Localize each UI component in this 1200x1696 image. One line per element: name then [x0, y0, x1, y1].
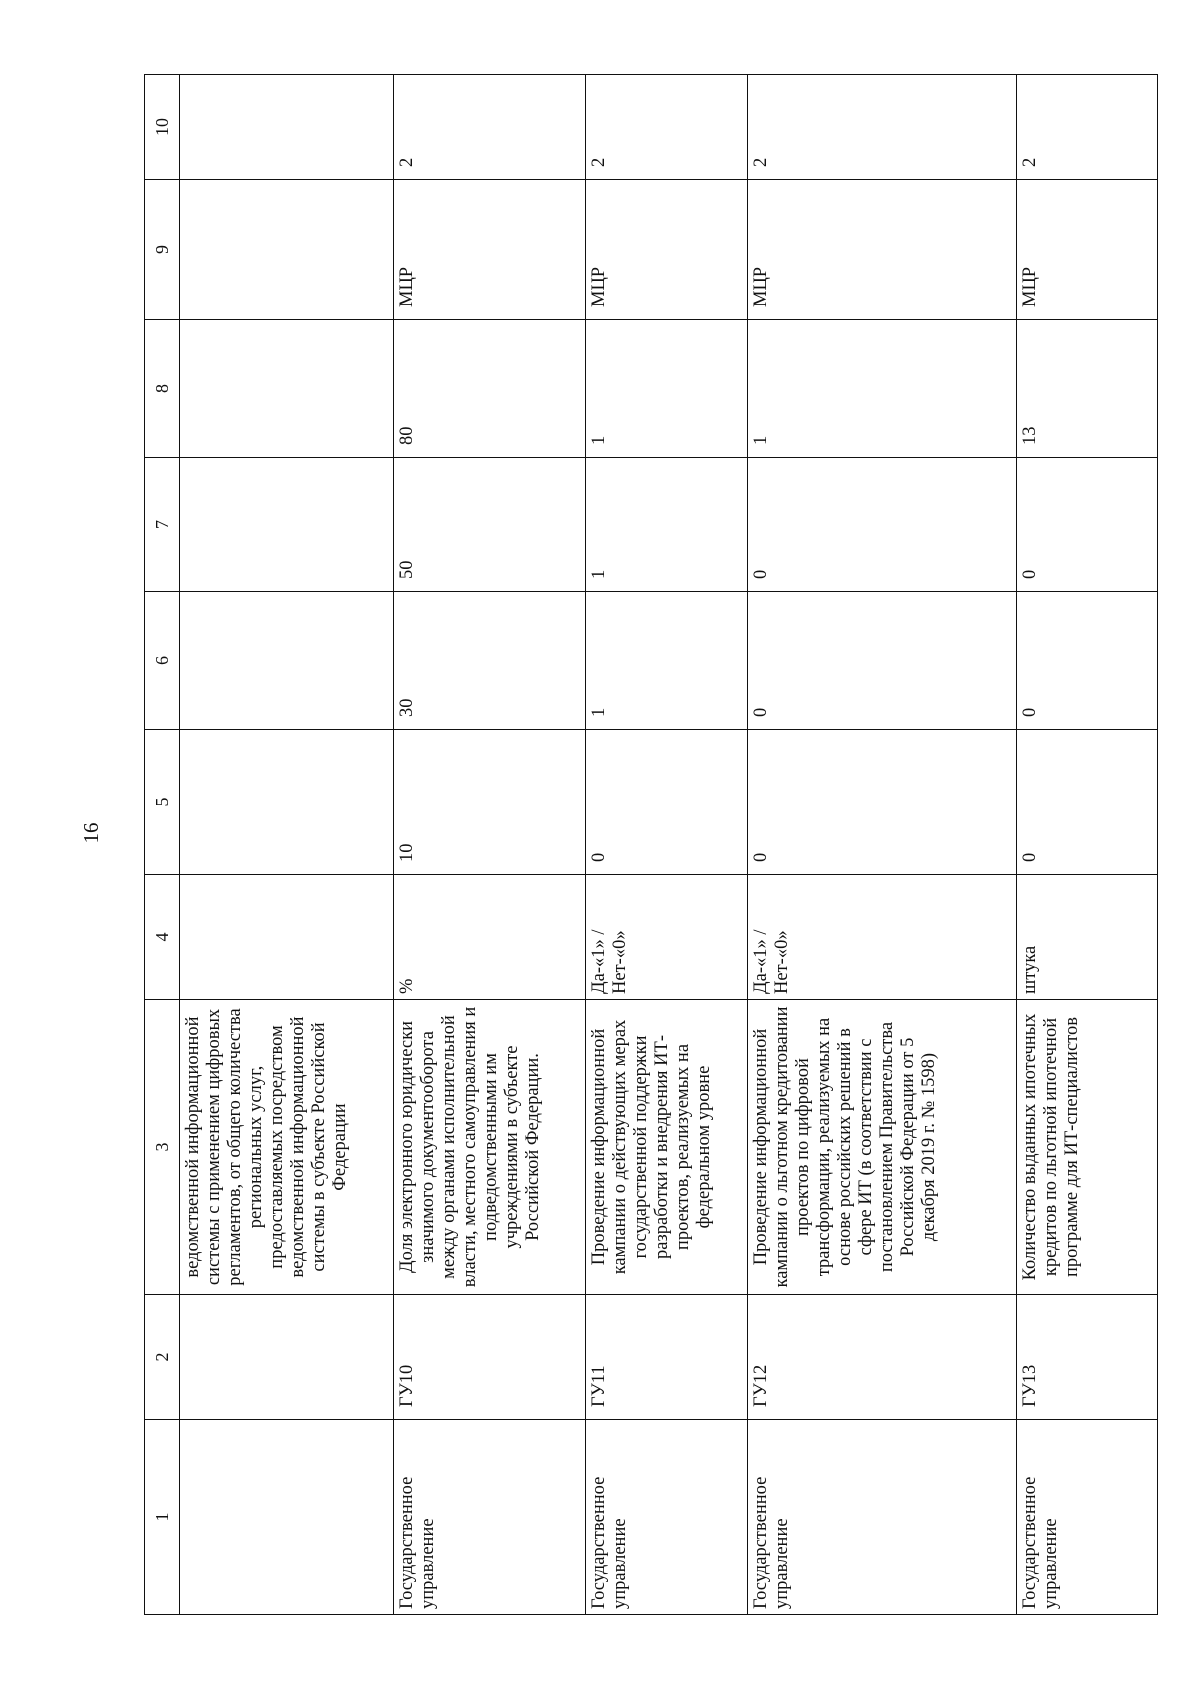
- table-row: [586, 75, 748, 1615]
- value-cell: 13: [1017, 320, 1158, 458]
- value-cell: 0: [586, 730, 748, 875]
- value-cell: 0: [1017, 458, 1158, 592]
- indicator-name-cell: Доля электронного юридически значимого документооборота между органами исполнительной власти, местного самоуправления и подведомственными им учреждениями в субъекте Российской Федерации.: [394, 1000, 586, 1295]
- value-cell: 0: [1017, 592, 1158, 730]
- value-cell: 1: [586, 592, 748, 730]
- sector-cell: Государственное управление: [1017, 1420, 1158, 1615]
- value-cell: [180, 320, 394, 458]
- sector-cell: Государственное управление: [748, 1420, 1017, 1615]
- unit-cell: [180, 875, 394, 1000]
- value-cell: 1: [748, 320, 1017, 458]
- value-cell: 0: [748, 592, 1017, 730]
- value-cell: [180, 75, 394, 180]
- unit-cell: Да-«1» / Нет-«0»: [586, 875, 748, 1000]
- column-header: 2: [145, 1295, 180, 1420]
- source-cell: МЦР: [394, 180, 586, 320]
- value-cell: 2: [394, 75, 586, 180]
- value-cell: 2: [748, 75, 1017, 180]
- value-cell: 1: [586, 458, 748, 592]
- value-cell: 0: [1017, 730, 1158, 875]
- value-cell: 50: [394, 458, 586, 592]
- column-header: 10: [145, 75, 180, 180]
- value-cell: 10: [394, 730, 586, 875]
- code-cell: ГУ10: [394, 1295, 586, 1420]
- source-cell: МЦР: [748, 180, 1017, 320]
- column-header: 3: [145, 1000, 180, 1295]
- value-cell: 30: [394, 592, 586, 730]
- indicator-name-cell: Проведение информационной кампании о действующих мерах государственной поддержки разработки и внедрения ИТ-проектов, реализуемых на федеральном уровне: [586, 1000, 748, 1295]
- table-row: [748, 75, 1017, 1615]
- column-header: 5: [145, 730, 180, 875]
- column-number-row: [145, 75, 180, 1615]
- column-header: 1: [145, 1420, 180, 1615]
- column-header: 7: [145, 458, 180, 592]
- source-cell: МЦР: [586, 180, 748, 320]
- unit-cell: Да-«1» / Нет-«0»: [748, 875, 1017, 1000]
- value-cell: 0: [748, 458, 1017, 592]
- value-cell: 1: [586, 320, 748, 458]
- indicator-table-container: [144, 75, 1144, 1615]
- unit-cell: %: [394, 875, 586, 1000]
- table-row: [180, 75, 394, 1615]
- source-cell: [180, 180, 394, 320]
- sector-cell: Государственное управление: [394, 1420, 586, 1615]
- value-cell: [180, 592, 394, 730]
- indicator-name-cell: Количество выданных ипотечных кредитов по льготной ипотечной программе для ИТ-специалистов: [1017, 1000, 1158, 1295]
- code-cell: ГУ12: [748, 1295, 1017, 1420]
- code-cell: ГУ13: [1017, 1295, 1158, 1420]
- column-header: 6: [145, 592, 180, 730]
- page-number: 16: [79, 822, 103, 844]
- value-cell: 2: [586, 75, 748, 180]
- column-header: 8: [145, 320, 180, 458]
- column-header: 4: [145, 875, 180, 1000]
- code-cell: [180, 1295, 394, 1420]
- indicator-name-cell: ведомственной информационной системы с применением цифровых регламентов, от общего количества региональных услуг, предоставляемых посредством ведомственной информационной системы в субъекте Российской Федерации: [180, 1000, 394, 1295]
- table-row: [394, 75, 586, 1615]
- rotated-table-frame: [144, 75, 1144, 1615]
- column-header: 9: [145, 180, 180, 320]
- value-cell: 80: [394, 320, 586, 458]
- sector-cell: Государственное управление: [586, 1420, 748, 1615]
- indicator-table: [144, 74, 1158, 1615]
- value-cell: 0: [748, 730, 1017, 875]
- value-cell: 2: [1017, 75, 1158, 180]
- code-cell: ГУ11: [586, 1295, 748, 1420]
- value-cell: [180, 458, 394, 592]
- source-cell: МЦР: [1017, 180, 1158, 320]
- value-cell: [180, 730, 394, 875]
- sector-cell: [180, 1420, 394, 1615]
- table-row: [1017, 75, 1158, 1615]
- unit-cell: штука: [1017, 875, 1158, 1000]
- indicator-name-cell: Проведение информационной кампании о льготном кредитовании проектов по цифровой трансформации, реализуемых на основе российских решений в сфере ИТ (в соответствии с постановлением Правительства Российской Федерации от 5 декабря 2019 г. № 1598): [748, 1000, 1017, 1295]
